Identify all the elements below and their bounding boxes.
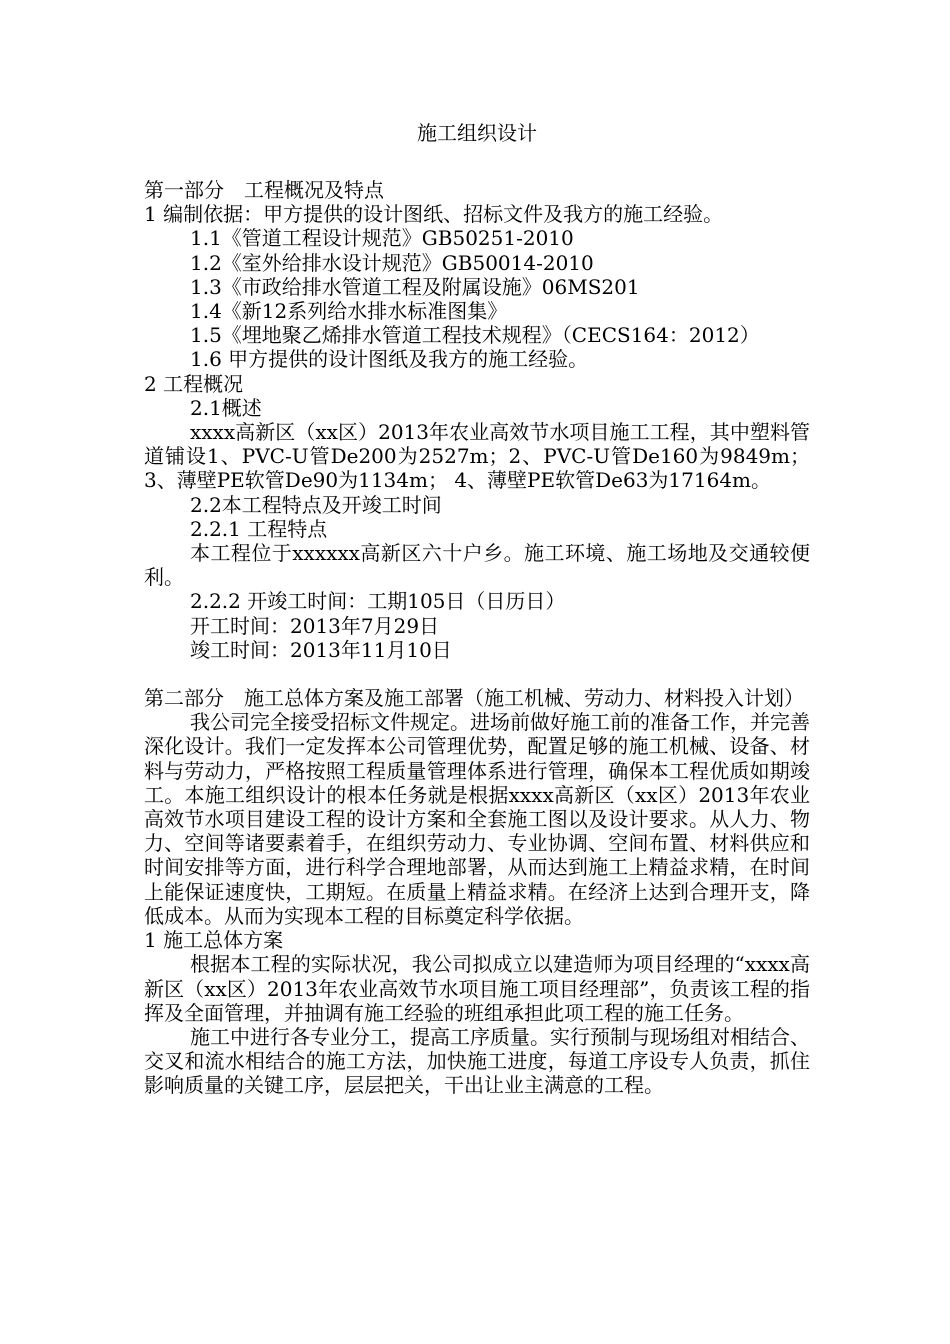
reference-item: 1.3《市政给排水管道工程及附属设施》06MS201 xyxy=(190,274,640,299)
start-time: 开工时间：2013年7月29日 xyxy=(190,613,440,638)
document-page xyxy=(144,118,810,1098)
reference-item: 1.1《管道工程设计规范》GB50251-2010 xyxy=(190,226,574,251)
document-title: 施工组织设计 xyxy=(417,121,537,145)
reference-item: 1.4《新12系列给水排水标准图集》 xyxy=(190,299,508,324)
section21-heading: 2.1概述 xyxy=(190,395,262,420)
part2-paragraph: 我公司完全接受招标文件规定。进场前做好施工前的准备工作，并完善深化设计。我们一定发挥本公司管理优势，配置足够的施工机械、设备、材料与劳动力，严格按照工程质量管理体系进行管理，确保本工程优质如期竣工。本施工组织设计的根本任务就是根据xxxx高新区（xx区）2013年农业高效节水项目建设工程的设计方案和全套施工图以及设计要求。从人力、物力、空间等诸要素着手，在组织劳动力、专业协调、空间布置、材料供应和时间安排等方面，进行科学合理地部署，从而达到施工上精益求精，在时间上能保证速度快，工期短。在质量上精益求精。在经济上达到合理开支，降低成本。从而为实现本工程的目标奠定科学依据。 xyxy=(144,710,810,928)
section22-heading: 2.2本工程特点及开竣工时间 xyxy=(190,492,442,517)
section221-heading: 2.2.1 工程特点 xyxy=(190,516,328,541)
part2-heading: 第二部分 施工总体方案及施工部署（施工机械、劳动力、材料投入计划） xyxy=(144,686,804,711)
plan-paragraph-2: 施工中进行各专业分工，提高工序质量。实行预制与现场组对相结合、交叉和流水相结合的施工方法，加快施工进度，每道工序设专人负责，抓住影响质量的关键工序，层层把关，干出让业主满意的工程。 xyxy=(144,1024,810,1098)
section2-heading: 2 工程概况 xyxy=(144,371,244,396)
features-paragraph: 本工程位于xxxxxx高新区六十户乡。施工环境、施工场地及交通较便利。 xyxy=(144,541,810,590)
part1-heading: 第一部分 工程概况及特点 xyxy=(144,178,384,202)
blank-line xyxy=(144,662,810,686)
section222-heading: 2.2.2 开竣工时间：工期105日（日历日） xyxy=(190,589,566,614)
reference-item: 1.5《埋地聚乙烯排水管道工程技术规程》（CECS164：2012） xyxy=(190,323,760,348)
overview-paragraph: xxxx高新区（xx区）2013年农业高效节水项目施工工程，其中塑料管道铺设1、PVC-U管De200为2527m；2、PVC-U管De160为9849m；3、薄壁PE软管De90为1134m； 4、薄壁PE软管De63为17164m。 xyxy=(144,420,810,493)
section1-heading: 1 编制依据：甲方提供的设计图纸、招标文件及我方的施工经验。 xyxy=(144,202,724,227)
reference-item: 1.2《室外给排水设计规范》GB50014-2010 xyxy=(190,250,594,275)
end-time: 竣工时间：2013年11月10日 xyxy=(190,637,452,662)
plan-heading: 1 施工总体方案 xyxy=(144,928,284,953)
reference-item: 1.6 甲方提供的设计图纸及我方的施工经验。 xyxy=(190,347,589,372)
plan-paragraph-1: 根据本工程的实际状况，我公司拟成立以建造师为项目经理的“xxxx高新区（xx区）2013年农业高效节水项目施工项目经理部”，负责该工程的指挥及全面管理，并抽调有施工经验的班组承担此项工程的施工任务。 xyxy=(144,952,810,1025)
